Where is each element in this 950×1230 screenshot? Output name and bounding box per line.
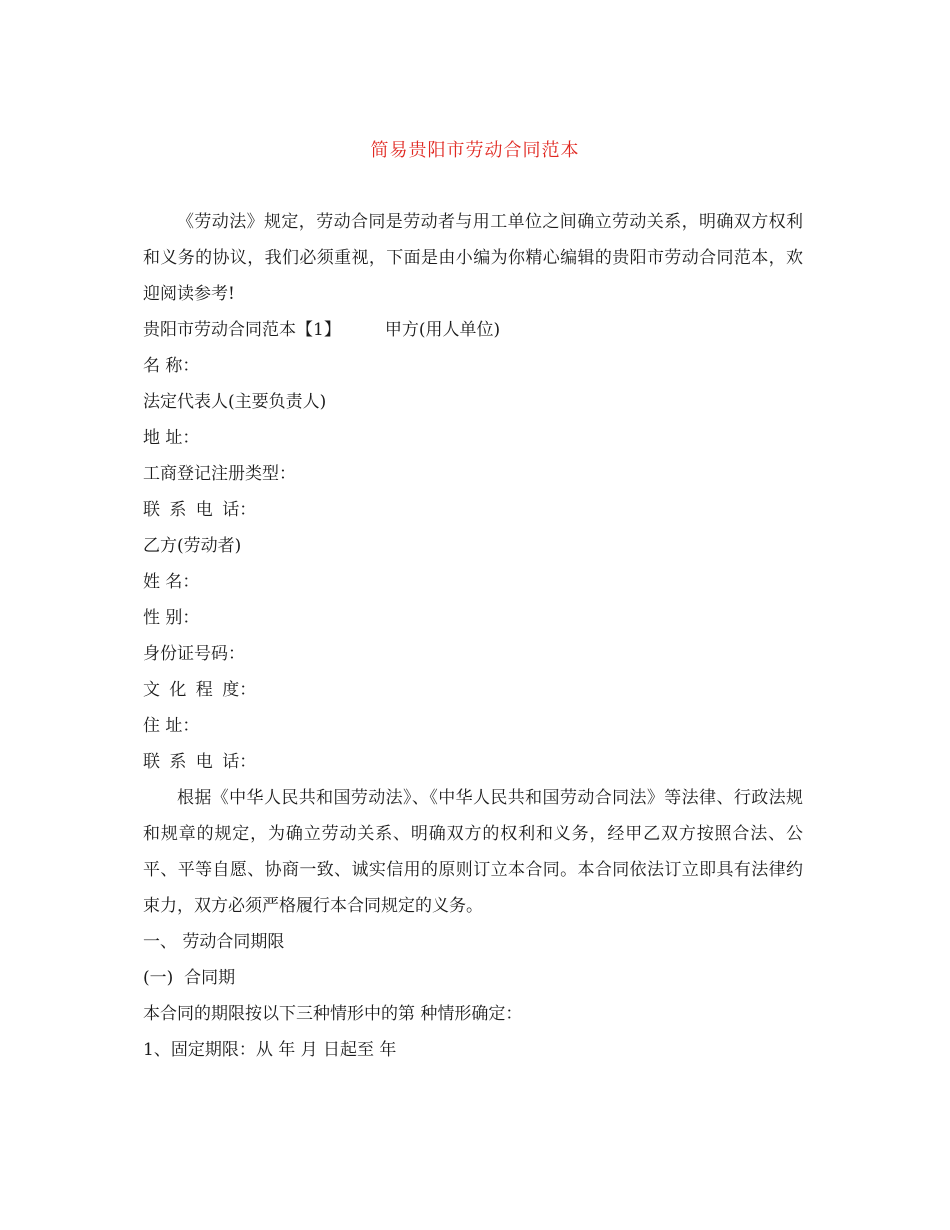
clause-1-text: 本合同的期限按以下三种情形中的第 种情形确定： [143,1004,523,1024]
party-a-business-type-field: 工商登记注册类型： [143,464,296,484]
party-a-address-field: 地 址： [143,428,200,448]
party-b-id-number-field: 身份证号码： [143,644,245,664]
party-a-heading: 甲方(用人单位) [384,320,501,340]
party-b-heading: 乙方(劳动者) [143,536,242,556]
party-a-phone-field: 联 系 电 话： [143,500,257,520]
clause-1-subheading: (一) 合同期 [143,968,236,988]
party-a-name-field: 名 称： [143,356,200,376]
clause-1-item-1: 1、固定期限：从 年 月 日起至 年 [143,1040,397,1060]
party-a-legal-rep-field: 法定代表人(主要负责人) [143,392,327,412]
party-b-name-field: 姓 名： [143,572,200,592]
party-b-gender-field: 性 别： [143,608,200,628]
section-heading: 贵阳市劳动合同范本【1】 [143,320,341,340]
party-b-education-field: 文 化 程 度： [143,680,257,700]
clause-1-heading: 一、 劳动合同期限 [143,932,285,952]
document-title: 简易贵阳市劳动合同范本 [370,140,580,161]
preamble-paragraph: 根据《中华人民共和国劳动法》、《中华人民共和国劳动合同法》等法律、行政法规和规章的规定，为确立劳动关系、明确双方的权利和义务，经甲乙双方按照合法、公平、平等自愿、协商一致、诚实信用的原则订立本合同。本合同依法订立即具有法律约束力，双方必须严格履行本合同规定的义务。 [143,788,803,916]
section-heading-line [143,312,803,348]
party-b-address-field: 住 址： [143,716,200,736]
party-b-phone-field: 联 系 电 话： [143,752,257,772]
intro-paragraph: 《劳动法》规定，劳动合同是劳动者与用工单位之间确立劳动关系，明确双方权利和义务的协议，我们必须重视，下面是由小编为你精心编辑的贵阳市劳动合同范本，欢迎阅读参考! [143,212,803,304]
document-body [143,204,803,1068]
